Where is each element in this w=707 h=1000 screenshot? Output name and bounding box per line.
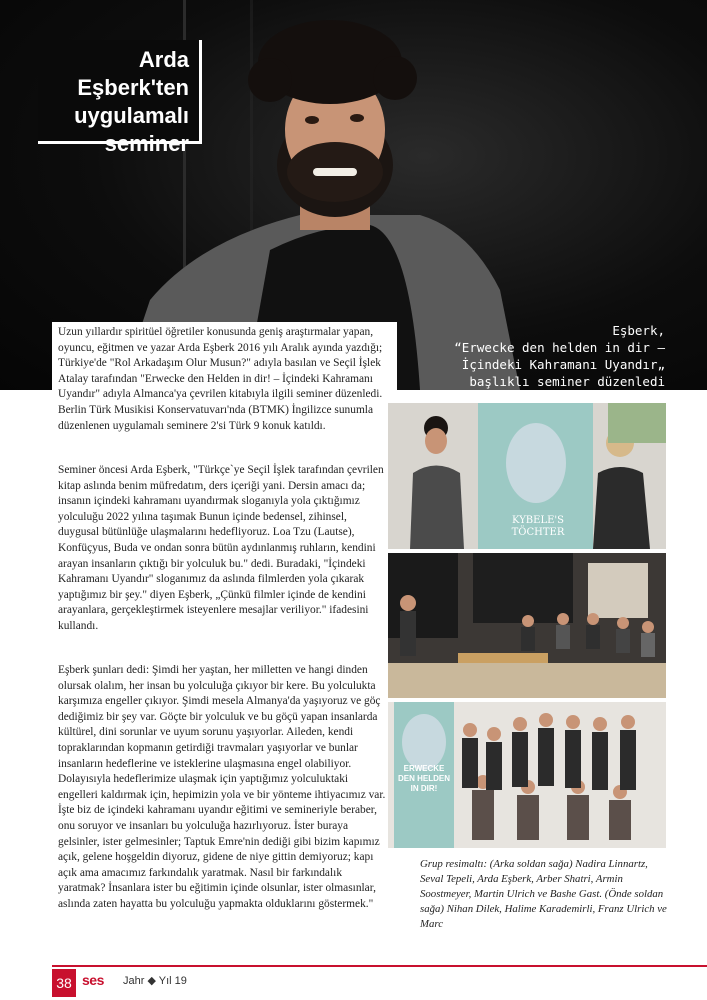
- caption-line: İçindeki Kahramanı Uyandır„: [461, 357, 665, 372]
- book-cover-line: DEN HELDEN: [398, 774, 451, 783]
- banner-line: KYBELE'S: [512, 515, 564, 526]
- article-paragraph-2: Seminer öncesi Arda Eşberk, "Türkçe`ye Seçil İşlek tarafından çevrilen kitap aslında benim müfredatım, ders içeriği yani. Dersin amacı da; insanın içindeki kahramanı uyandırmak sloganıyla yola çıktığımız yolculuğu 2022 yılına taşımak Bunun içinde bedensel, zihinsel, duygusal bütünlüğe ulaşmalarını hedefliyoruz. Loa Tzu (Lautse), Konfüçyus, Buda ve ondan sonra bütün aydınlanmış ruhların, kendini arayan insanların çıktığı bir yolculuk bu." dedi. Buradaki, "İçindeki Kahramanı Uyandır" sloganımız da aslında filmlerden yola çıkarak yaptığımız bir şey." diyen Eşberk, „Çünkü filmler içinde de kendini arayanlara, gerçekleştirmek isteyenlere mesajlar veriliyor." ifadesini kullandı.: [58, 464, 384, 632]
- photo-speaker-with-guest: [388, 403, 666, 549]
- article-title: [38, 40, 202, 156]
- caption-line: başlıklı seminer düzenledi: [469, 374, 665, 389]
- title-line: seminer: [104, 131, 189, 156]
- banner-text: [488, 515, 588, 539]
- book-cover-line: IN DIR!: [410, 784, 438, 793]
- book-cover-line: ERWECKE: [403, 764, 445, 773]
- photo-group: [388, 702, 666, 848]
- article-paragraph-3: Eşberk şunları dedi: Şimdi her yaştan, her milletten ve hangi dinden olursak olalım, her insan bu yolculuğa çıkıyor bir kere. Bu yolculukta karşımıza engeller çıkıyor. Şimdi mesela Almanya'da yaşıyoruz ve göç dediğimiz bir şey var. Göçte bir yolculuk ve bu göçü yapan insanlarda kültürel, dini sorunlar ve uyum sorunu yaşıyorlar. Aileden, kendi topraklarından kopmanın getirdiği travmaları yaşıyorlar ve bunlar insanların hedeflerine ve isteklerine ulaşmasına engel olabiliyor. Dolayısıyla hedeflerimize ulaşmak için yaptığımız yolculuktaki engelleri kaldırmak için, hepimizin yola ve bir yönteme ihtiyacımız var. İşte biz de içindeki kahramanı uyandır eğitimi ve semineriyle beraber, onu soruyor ve insanları bu yolculuğa hazırlıyoruz. İster buraya gelsinler, ister gelmesinler; Taptuk Emre'nin dediği gibi bizim kapımız açık, gelene hoşgeldin diyoruz, gidene de niye gittin demiyoruz; kapı açık ama amacımız farkındalık yaratmak. Nasıl bir farkındalık yaratmak? İnsanlara ister bu eğitimin içinde olsunlar, ister olmasınlar, aslında zaten hayatta bu yolculuğu yapmakta olduklarını göstermek.": [58, 664, 386, 910]
- ses-logo: ses: [82, 972, 104, 988]
- page-number: 38: [52, 969, 76, 997]
- photo-seminar-room: [388, 553, 666, 698]
- title-line: uygulamalı: [74, 103, 189, 128]
- issue-label: Jahr ◆ Yıl 19: [123, 975, 187, 987]
- photo-scene: [388, 553, 666, 698]
- caption-line: “Erwecke den helden in dir –: [454, 340, 665, 355]
- photo-caption: Grup resimaltı: (Arka soldan sağa) Nadira Linnartz, Seval Tepeli, Arda Eşberk, Arber Shatri, Armin Soostmeyer, Martin Ulrich ve Bashe Gast. (Önde soldan sağa) Nihan Dilek, Halime Karademirli, Franz Ulrich ve Marc: [420, 858, 667, 930]
- banner-line: TÖCHTER: [511, 527, 565, 538]
- footer-divider: [52, 965, 707, 967]
- caption-line: Eşberk,: [612, 323, 665, 338]
- book-cover-text: [398, 764, 450, 794]
- article-paragraph-1: Uzun yıllardır spiritüel öğretiler konusunda geniş araştırmalar yapan, oyuncu, eğitmen ve yazar Arda Eşberk 2016 yılı Aralık ayında yazdığı; Türkiye'de "Rol Arkadaşım Olur Musun?" adıyla basılan ve Seçil İşlek Atalay tarafından "Erwecke den Helden in dir! – İçindeki Kahramanı Uyandır" adıyla Almanca'ya çevrilen kitabıyla ilgili seminer düzenledi. Berlin Türk Musikisi Konservatuvarı'nda (BTMK) İngilizce sunumla düzenlenen uygulamalı seminere 2'si Türk 9 konuk katıldı.: [58, 326, 383, 432]
- title-line: Arda Eşberk'ten: [77, 47, 189, 100]
